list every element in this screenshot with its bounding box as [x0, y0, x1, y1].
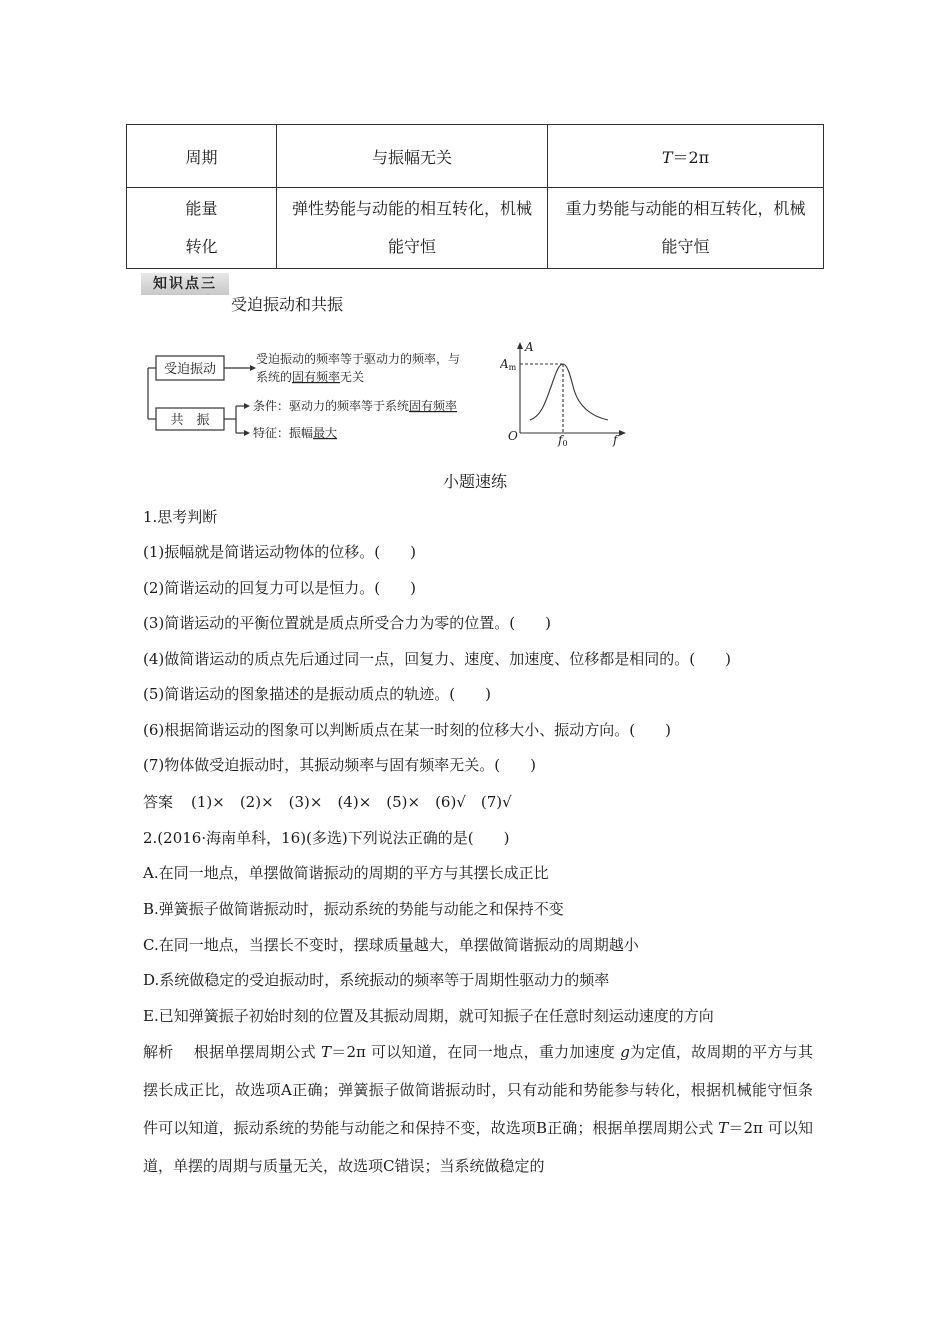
cell-line: 能守恒 — [661, 237, 710, 256]
q2-option: A.在同一地点，单摆做简谐振动的周期的平方与其摆长成正比 — [143, 864, 549, 882]
row-label-energy — [127, 188, 277, 269]
q2-option: C.在同一地点，当摆长不变时，摆球质量越大，单摆做简谐振动的周期越小 — [143, 936, 639, 954]
label-line: 能量 — [185, 199, 218, 218]
table-row — [127, 125, 824, 188]
practice-title: 小题速练 — [442, 472, 507, 491]
x-axis-label: f — [613, 433, 618, 447]
pendulum-energy-cell — [548, 188, 824, 269]
resonance-curve — [530, 364, 608, 420]
analysis-label: 解析 — [143, 1043, 174, 1061]
resonance-feature: 特征：振幅最大 — [253, 426, 338, 440]
spring-period-cell: 与振幅无关 — [277, 125, 548, 188]
forced-desc-line2: 系统的固有频率无关 — [256, 370, 365, 384]
q1-item: (7)物体做受迫振动时，其振动频率与固有频率无关。( ) — [143, 756, 536, 774]
spring-energy-cell — [277, 188, 548, 269]
origin-label: O — [508, 429, 518, 443]
answer-text: (1)× (2)× (3)× (4)× (5)× (6)√ (7)√ — [191, 793, 512, 811]
arrow-icon — [244, 430, 250, 436]
cell-line: 弹性势能与动能的相互转化，机械 — [291, 199, 532, 218]
arrow-icon — [244, 403, 250, 409]
period-symbol: T — [661, 147, 673, 167]
answer-label: 答案 — [143, 793, 174, 811]
row-label-period: 周期 — [127, 125, 277, 188]
q1-item: (3)简谐运动的平衡位置就是质点所受合力为零的位置。( ) — [143, 614, 551, 632]
q2-option: D.系统做稳定的受迫振动时，系统振动的频率等于周期性驱动力的频率 — [143, 971, 610, 989]
cell-line: 重力势能与动能的相互转化，机械 — [565, 199, 806, 218]
amplitude-max-label: Am — [500, 357, 517, 372]
q2-option: B.弹簧振子做简谐振动时，振动系统的势能与动能之和保持不变 — [143, 900, 564, 918]
q2-title: 2.(2016·海南单科，16)(多选)下列说法正确的是( ) — [143, 829, 510, 847]
forced-desc-line1: 受迫振动的频率等于驱动力的频率，与 — [256, 352, 461, 366]
resonance-condition: 条件：驱动力的频率等于系统固有频率 — [253, 399, 458, 413]
q1-item: (6)根据简谐运动的图象可以判断质点在某一时刻的位移大小、振动方向。( ) — [143, 721, 671, 739]
resonance-curve-graph — [500, 340, 630, 450]
q1-item: (2)简谐运动的回复力可以是恒力。( ) — [143, 579, 416, 597]
section-badge: 知识点三 — [141, 273, 229, 295]
arrow-icon — [517, 342, 523, 349]
box-forced-label: 受迫振动 — [163, 362, 217, 377]
section-title: 受迫振动和共振 — [231, 295, 344, 314]
q2-option: E.已知弹簧振子初始时刻的位置及其振动周期，就可知振子在任意时刻运动速度的方向 — [143, 1007, 714, 1025]
period-formula: ＝2π — [672, 147, 710, 167]
y-axis-label: A — [525, 340, 534, 354]
concept-diagram — [140, 340, 500, 450]
q1-item: (4)做简谐运动的质点先后通过同一点，回复力、速度、加速度、位移都是相同的。( ) — [143, 650, 731, 668]
q1-answer — [143, 791, 512, 812]
q2-analysis: 解析 根据单摆周期公式 T＝2π 可以知道，在同一地点，重力加速度 g为定值，故周期的平方与其摆长成正比，故选项A正确；弹簧振子做简谐振动时，只有动能和势能参与转化，根据机械能守恒条件可以知道，振动系统的势能与动能之和保持不变，故选项B正确；根据单摆周期公式 T＝2π 可以知道，单摆的周期与质量无关，故选项C错误；当系统做稳定的 — [143, 1043, 814, 1175]
q1-item: (5)简谐运动的图象描述的是振动质点的轨迹。( ) — [143, 685, 491, 703]
box-resonance-label: 共 振 — [170, 413, 210, 428]
pendulum-period-cell — [548, 125, 824, 188]
cell-line: 能守恒 — [387, 237, 436, 256]
q1-item: (1)振幅就是简谐运动物体的位移。( ) — [143, 543, 416, 561]
arrow-icon — [619, 430, 626, 436]
natural-frequency-label: f0 — [558, 433, 568, 448]
comparison-table — [126, 124, 824, 269]
table-row — [127, 188, 824, 269]
label-line: 转化 — [185, 237, 218, 256]
q1-title: 1.思考判断 — [143, 508, 218, 526]
